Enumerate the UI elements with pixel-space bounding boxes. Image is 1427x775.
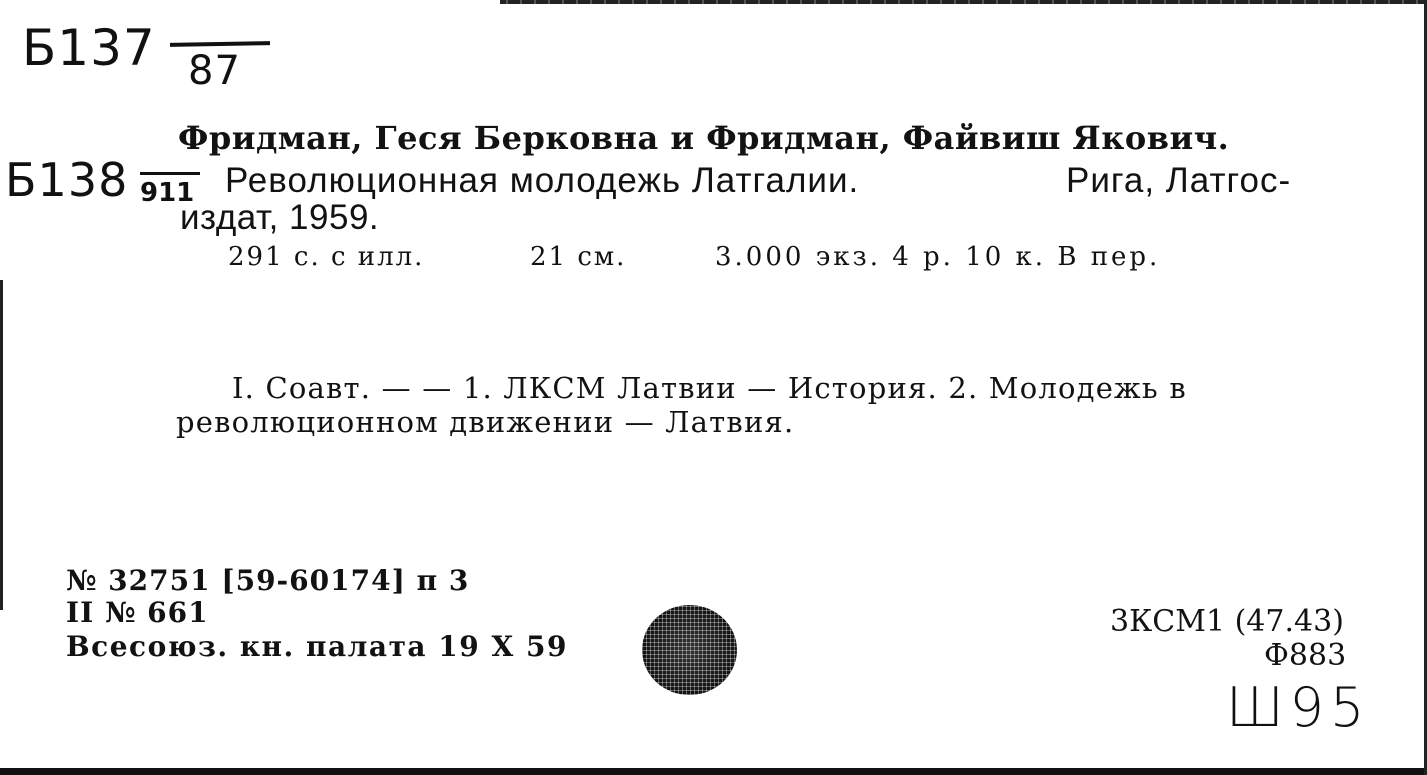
shelfmark-2: Б138: [5, 153, 129, 207]
author-heading: Фридман, Геся Берковна и Фридман, Файвиш Якович.: [178, 119, 1230, 157]
classification-index: 3КСМ1 (47.43): [1110, 604, 1344, 639]
shelfmark-1-fraction: 87: [188, 48, 241, 94]
card-left-edge: [0, 280, 3, 610]
handwritten-shelf-code: Ш95: [1226, 676, 1371, 739]
subject-tracing-1: I. Соавт. — — 1. ЛКСМ Латвии — История. 2. Молодежь в: [232, 371, 1187, 405]
shelfmark-2-fraction-bar: [140, 172, 200, 175]
title-line-2: издат, 1959.: [180, 198, 380, 237]
shelfmark-2-fraction: 911: [140, 178, 195, 208]
subject-tracing-2: революционном движении — Латвия.: [176, 405, 795, 439]
registry-number: № 32751 [59-60174] п 3: [66, 564, 470, 597]
title-line-1: Революционная молодежь Латгалии.: [225, 161, 860, 200]
registry-series: II № 661: [66, 596, 209, 629]
shelfmark-1-fraction-bar: [170, 41, 270, 47]
registry-chamber: Всесоюз. кн. палата 19 X 59: [66, 630, 568, 663]
physical-run-price: 3.000 экз. 4 р. 10 к. В пер.: [715, 242, 1161, 272]
physical-size: 21 см.: [530, 242, 627, 272]
shelfmark-1: Б137: [22, 19, 156, 77]
card-bottom-edge: [0, 768, 1427, 775]
author-sign: Ф883: [1264, 638, 1347, 673]
seal-stamp: [642, 605, 737, 695]
physical-pages: 291 с. с илл.: [228, 242, 425, 272]
card-top-edge: [500, 0, 1427, 4]
imprint-place: Рига, Латгос-: [1066, 161, 1292, 200]
